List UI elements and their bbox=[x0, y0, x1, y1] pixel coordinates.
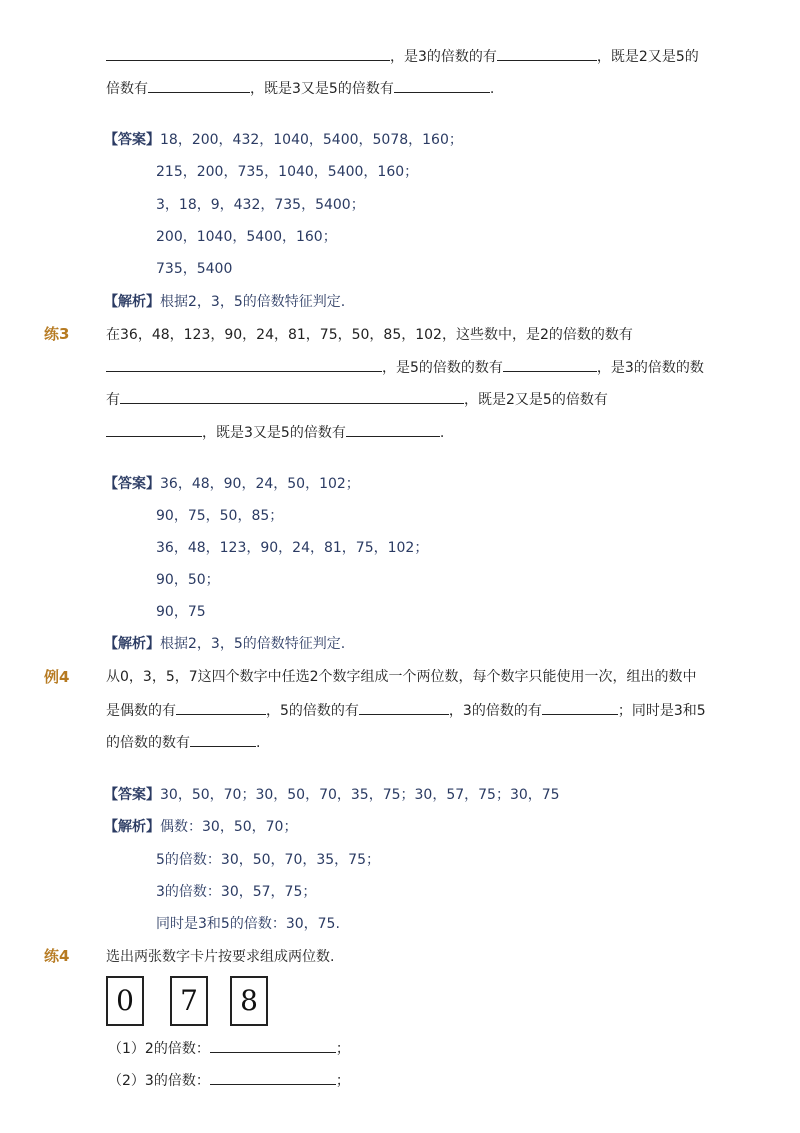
answer-blank[interactable] bbox=[359, 700, 449, 715]
answer-text: 735，5400 bbox=[156, 261, 233, 277]
sub-question: （1）2的倍数： ； bbox=[108, 1038, 350, 1059]
answer-blank[interactable] bbox=[106, 357, 382, 372]
sub-question: （2）3的倍数： ； bbox=[108, 1070, 350, 1091]
analysis-text: 3的倍数：30，57，75； bbox=[156, 884, 317, 900]
answer-blank[interactable] bbox=[542, 700, 618, 715]
number-card: 7 bbox=[170, 976, 208, 1026]
analysis-text: 根据2，3，5的倍数特征判定. bbox=[160, 294, 346, 310]
analysis-text: 偶数：30，50，70； bbox=[160, 819, 298, 835]
answer-blank[interactable] bbox=[210, 1038, 336, 1053]
answer-text: 36，48，123，90，24，81，75，102； bbox=[156, 540, 429, 556]
example-label: 例4 bbox=[44, 668, 70, 686]
answer-text: 36，48，90，24，50，102； bbox=[160, 476, 360, 492]
analysis-text: 根据2，3，5的倍数特征判定. bbox=[160, 636, 346, 652]
intro-line-2: 倍数有 ，既是3又是5的倍数有 . bbox=[106, 78, 494, 99]
answer-blank[interactable] bbox=[346, 422, 440, 437]
answer-row bbox=[104, 785, 560, 805]
answer-text: 3，18，9，432，735，5400； bbox=[156, 197, 365, 213]
exercise-label: 练4 bbox=[44, 947, 70, 965]
question-line: ，既是3又是5的倍数有 . bbox=[106, 422, 444, 443]
number-card: 8 bbox=[230, 976, 268, 1026]
analysis-text: 5的倍数：30，50，70，35，75； bbox=[156, 852, 380, 868]
answer-text: 90，75，50，85； bbox=[156, 508, 284, 524]
answer-tag: 【答案】 bbox=[104, 787, 160, 803]
question-line: ，是5的倍数的数有 ，是3的倍数的数 bbox=[106, 357, 704, 378]
answer-tag: 【答案】 bbox=[104, 476, 160, 492]
question-line: 从0，3，5，7这四个数字中任选2个数字组成一个两位数，每个数字只能使用一次，组出的数中 bbox=[106, 669, 697, 685]
answer-blank[interactable] bbox=[210, 1070, 336, 1085]
analysis-text: 同时是3和5的倍数：30，75. bbox=[156, 916, 340, 932]
answer-text: 90，50； bbox=[156, 572, 220, 588]
analysis-tag: 【解析】 bbox=[104, 294, 160, 310]
analysis-row bbox=[104, 817, 297, 837]
analysis-tag: 【解析】 bbox=[104, 636, 160, 652]
question-line: 在36，48，123，90，24，81，75，50，85，102，这些数中，是2的倍数的数有 bbox=[106, 327, 633, 343]
answer-blank[interactable] bbox=[394, 78, 490, 93]
answer-blank[interactable] bbox=[503, 357, 597, 372]
analysis-tag: 【解析】 bbox=[104, 819, 160, 835]
question-line: 的倍数的数有 . bbox=[106, 732, 260, 753]
intro-line-1: ，是3的倍数的有 ，既是2又是5的 bbox=[106, 46, 699, 67]
answer-text: 30，50，70；30，50，70，35，75；30，57，75；30，75 bbox=[160, 787, 560, 803]
answer-text: 90，75 bbox=[156, 604, 206, 620]
answer-blank[interactable] bbox=[120, 389, 464, 404]
analysis-row bbox=[104, 634, 345, 654]
analysis-row bbox=[104, 292, 345, 312]
answer-text: 200，1040，5400，160； bbox=[156, 229, 337, 245]
answer-text: 215，200，735，1040，5400，160； bbox=[156, 164, 419, 180]
answer-blank[interactable] bbox=[176, 700, 266, 715]
number-card: 0 bbox=[106, 976, 144, 1026]
answer-blank[interactable] bbox=[497, 46, 597, 61]
answer-text: 18，200，432，1040，5400，5078，160； bbox=[160, 132, 463, 148]
answer-row bbox=[104, 130, 463, 150]
question-line: 选出两张数字卡片按要求组成两位数. bbox=[106, 949, 335, 965]
answer-blank[interactable] bbox=[190, 732, 256, 747]
question-line: 是偶数的有 ，5的倍数的有 ，3的倍数的有 ；同时是3和5 bbox=[106, 700, 706, 721]
question-line: 有 ，既是2又是5的倍数有 bbox=[106, 389, 608, 410]
exercise-label: 练3 bbox=[44, 325, 70, 343]
answer-blank[interactable] bbox=[106, 422, 202, 437]
answer-row bbox=[104, 474, 360, 494]
answer-blank[interactable] bbox=[106, 46, 390, 61]
answer-blank[interactable] bbox=[148, 78, 250, 93]
answer-tag: 【答案】 bbox=[104, 132, 160, 148]
